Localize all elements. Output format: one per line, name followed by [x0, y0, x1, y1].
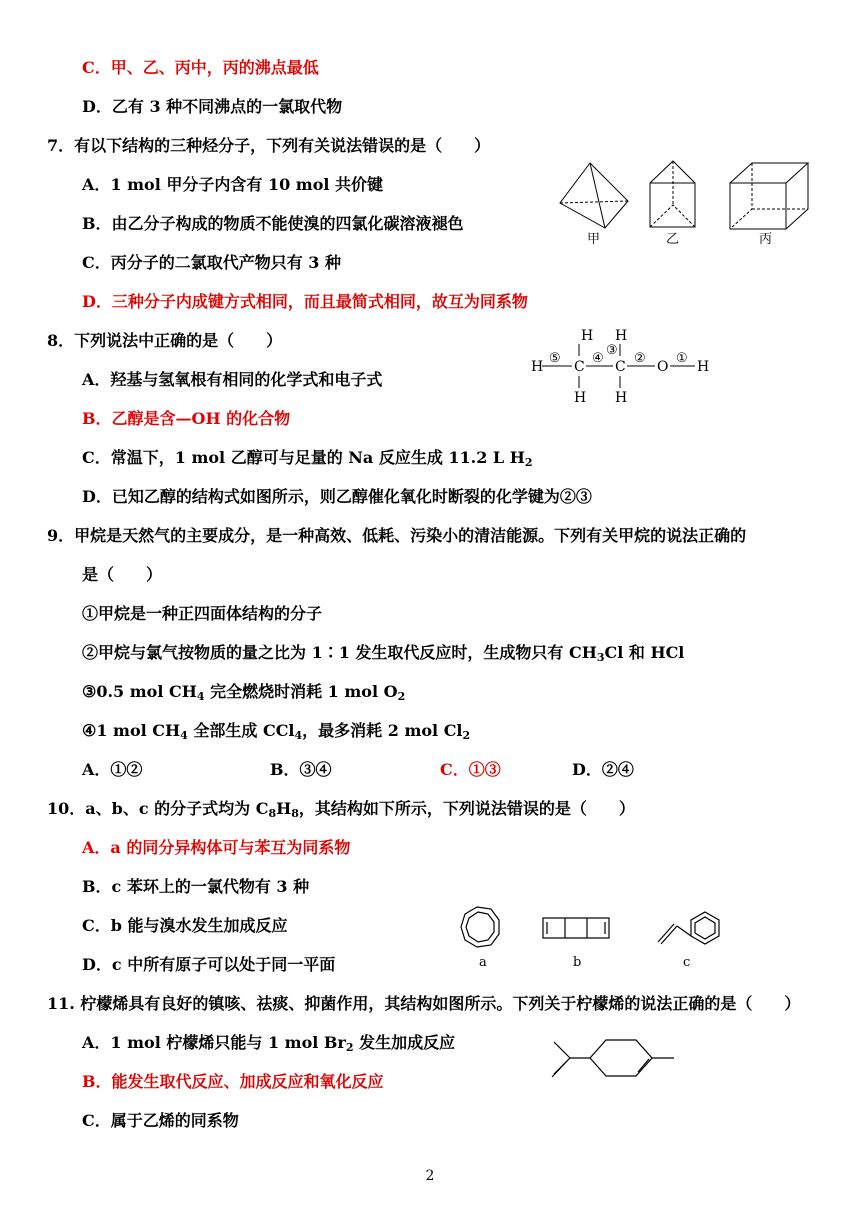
q10-label-c: c — [683, 955, 691, 970]
q9-stem-line2: 是（ ） — [82, 565, 163, 584]
svg-text:②: ② — [634, 351, 646, 366]
q8-stem: 8．下列说法中正确的是（ ） — [47, 331, 283, 350]
q11-option-c: C．属于乙烯的同系物 — [82, 1111, 239, 1130]
q9-statement-2: ②甲烷与氯气按物质的量之比为 1∶1 发生取代反应时，生成物只有 $CH_3Cl$ 和 HCl — [82, 643, 685, 664]
q8-option-d: D．已知乙醇的结构式如图所示，则乙醇催化氧化时断裂的化学键为②③ — [82, 487, 592, 506]
q9-option-b: B．③④ — [270, 760, 332, 779]
svg-text:H: H — [581, 328, 594, 344]
svg-text:H: H — [531, 359, 544, 375]
q9-option-c: C．①③ — [440, 760, 501, 779]
svg-text:C: C — [615, 359, 626, 375]
q9-option-d: D．②④ — [572, 760, 634, 779]
limonene-structure-figure — [548, 1030, 683, 1085]
q7-label-bing: 丙 — [759, 232, 773, 247]
q8-option-b: B．乙醇是含—OH 的化合物 — [82, 409, 291, 428]
svg-text:C: C — [574, 359, 585, 375]
q10-label-b: b — [573, 955, 582, 970]
q9-statement-3: ③0.5 mol $CH_4$ 完全燃烧时消耗 1 mol $O_2$ — [82, 682, 406, 703]
q7-option-c: C．丙分子的二氯取代产物只有 3 种 — [82, 253, 342, 272]
svg-text:④: ④ — [592, 351, 604, 366]
q10-figure — [455, 902, 735, 972]
svg-text:⑤: ⑤ — [549, 351, 561, 366]
q7-figure — [550, 155, 820, 250]
q7-option-b: B．由乙分子构成的物质不能使溴的四氯化碳溶液褪色 — [82, 214, 464, 233]
q6-option-c: C．甲、乙、丙中，丙的沸点最低 — [82, 58, 319, 77]
q11-stem: 11. 柠檬烯具有良好的镇咳、祛痰、抑菌作用，其结构如图所示。下列关于柠檬烯的说法正确的是（ ） — [47, 994, 801, 1013]
q9-stem-line1: 9．甲烷是天然气的主要成分，是一种高效、低耗、污染小的清洁能源。下列有关甲烷的说法正确的 — [47, 526, 747, 545]
svg-text:H: H — [697, 359, 710, 375]
q7-label-yi: 乙 — [666, 232, 680, 247]
q7-label-jia: 甲 — [587, 232, 601, 247]
svg-text:H: H — [574, 390, 587, 406]
q10-option-a: A．a 的同分异构体可与苯互为同系物 — [82, 838, 351, 857]
q8-option-c: C．常温下，1 mol 乙醇可与足量的 Na 反应生成 11.2 L $H_2$ — [82, 448, 533, 469]
ethanol-structure-figure — [527, 322, 717, 410]
svg-text:①: ① — [676, 351, 688, 366]
q9-option-a: A．①② — [82, 760, 143, 779]
q10-option-d: D．c 中所有原子可以处于同一平面 — [82, 955, 336, 974]
q9-statement-1: ①甲烷是一种正四面体结构的分子 — [82, 604, 323, 623]
svg-text:③: ③ — [606, 343, 618, 358]
page-number: 2 — [425, 1168, 435, 1184]
q11-option-a: A．1 mol 柠檬烯只能与 1 mol $Br_2$ 发生加成反应 — [82, 1033, 456, 1054]
q6-option-d: D．乙有 3 种不同沸点的一氯取代物 — [82, 97, 343, 116]
svg-text:H: H — [615, 328, 628, 344]
q7-option-d: D．三种分子内成键方式相同，而且最简式相同，故互为同系物 — [82, 292, 528, 311]
svg-text:H: H — [615, 390, 628, 406]
q7-option-a: A．1 mol 甲分子内含有 10 mol 共价键 — [82, 175, 384, 194]
q10-option-c: C．b 能与溴水发生加成反应 — [82, 916, 288, 935]
q9-statement-4: ④1 mol $CH_4$ 全部生成 CCl$_4$，最多消耗 2 mol $Cl_2$ — [82, 721, 471, 742]
q10-label-a: a — [479, 955, 487, 970]
q7-stem: 7．有以下结构的三种烃分子，下列有关说法错误的是（ ） — [47, 136, 491, 155]
q10-stem: 10．a、b、c 的分子式均为 $C_8H_8$，其结构如下所示，下列说法错误的是（ ） — [47, 799, 635, 820]
q10-option-b: B．c 苯环上的一氯代物有 3 种 — [82, 877, 310, 896]
q11-option-b: B．能发生取代反应、加成反应和氧化反应 — [82, 1072, 384, 1091]
svg-text:O: O — [657, 359, 669, 375]
q8-option-a: A．羟基与氢氧根有相同的化学式和电子式 — [82, 370, 383, 389]
